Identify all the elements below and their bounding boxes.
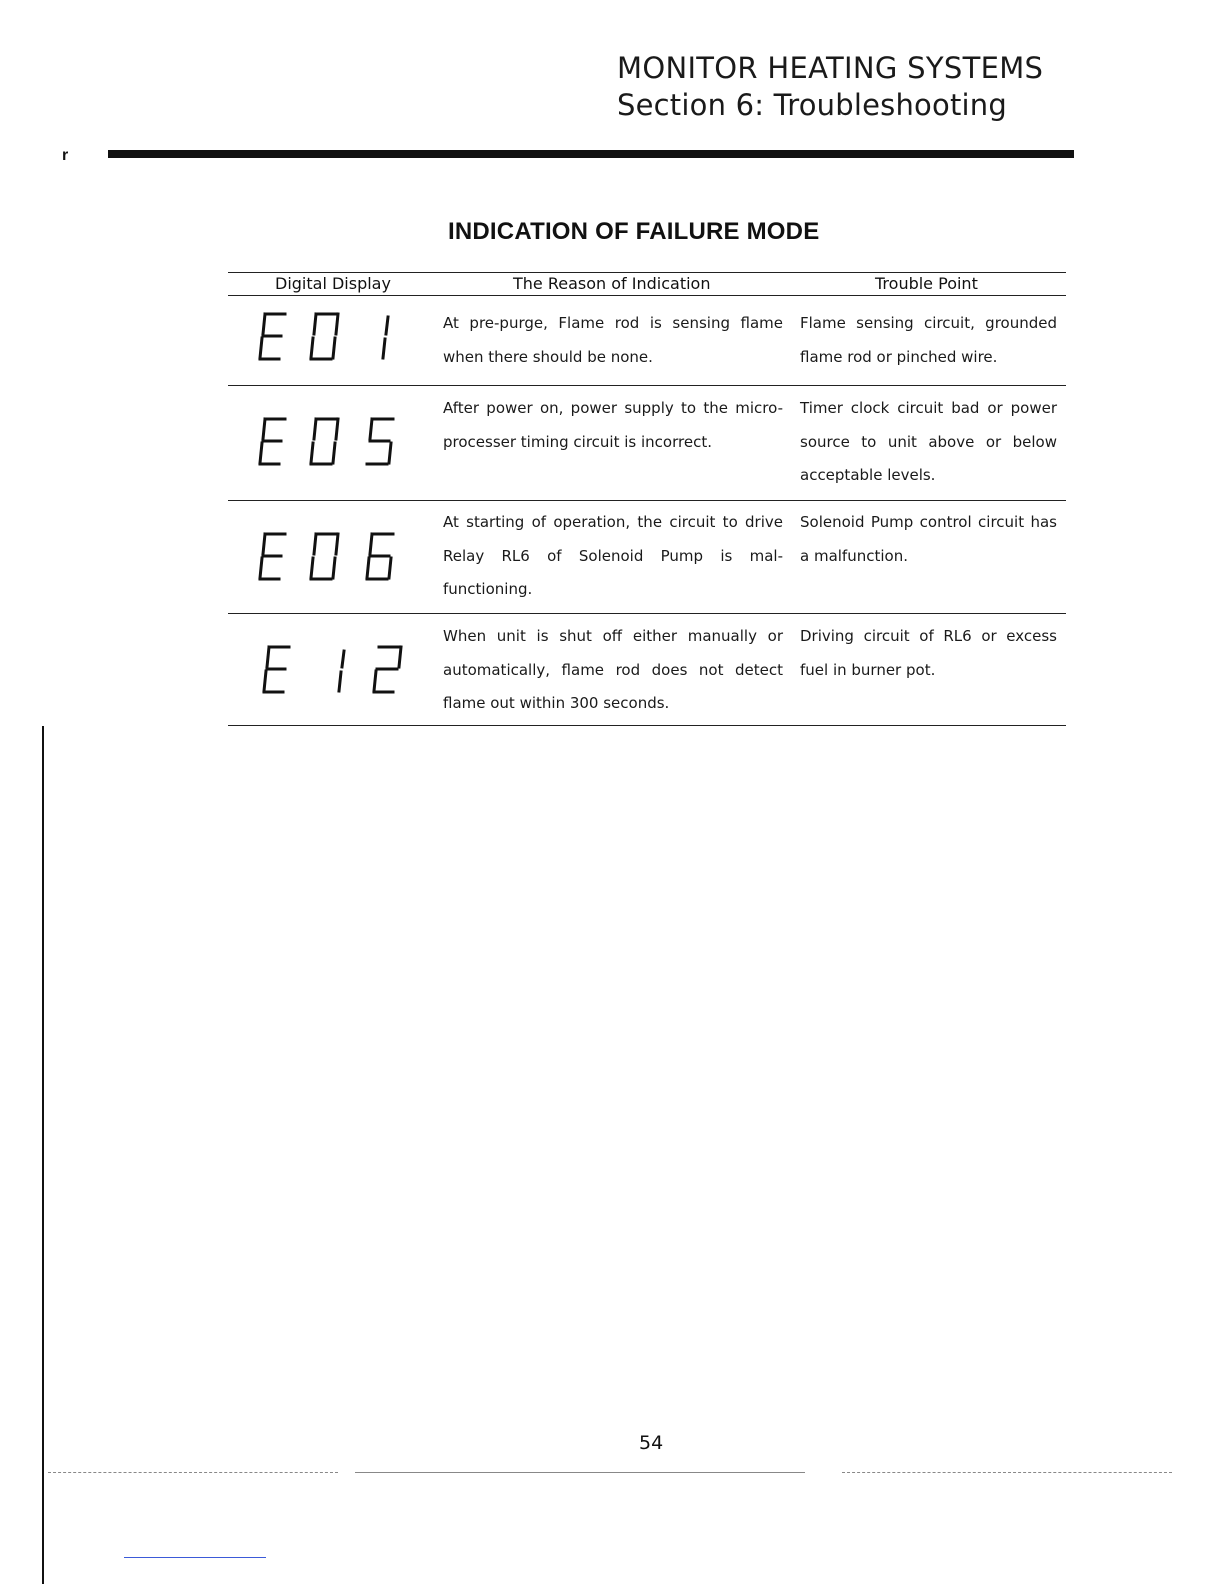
column-header-reason: The Reason of Indication bbox=[513, 274, 711, 293]
display-code-e12 bbox=[255, 645, 405, 700]
page-number: 54 bbox=[639, 1432, 664, 1454]
reason-e05: After power on, power supply to the micro-processer timing circuit is incorrect. bbox=[443, 399, 783, 451]
trouble-e01: Flame sensing circuit, grounded flame rod or pinched wire. bbox=[800, 314, 1057, 366]
table-title: INDICATION OF FAILURE MODE bbox=[448, 218, 820, 245]
display-code-e05 bbox=[255, 417, 405, 472]
row-divider bbox=[228, 385, 1066, 386]
row-divider bbox=[228, 500, 1066, 501]
section-title: Section 6: Troubleshooting bbox=[617, 88, 1007, 122]
column-header-trouble-point: Trouble Point bbox=[875, 274, 978, 293]
page-header bbox=[617, 50, 1043, 124]
reason-e12: When unit is shut off either manually or automatically, flame rod does not detect flame out within 300 seconds. bbox=[443, 627, 783, 712]
trouble-e06: Solenoid Pump control circuit has a malfunction. bbox=[800, 513, 1057, 565]
reason-e06: At starting of operation, the circuit to drive Relay RL6 of Solenoid Pump is mal-functioning. bbox=[443, 513, 783, 598]
document-title: MONITOR HEATING SYSTEMS bbox=[617, 51, 1044, 85]
row-divider bbox=[228, 613, 1066, 614]
table-top-rule bbox=[228, 272, 1066, 273]
table-bottom-rule bbox=[228, 725, 1066, 726]
margin-line bbox=[42, 726, 44, 1584]
table-header-rule bbox=[228, 295, 1066, 296]
blue-underline bbox=[124, 1557, 266, 1558]
display-code-e01 bbox=[255, 312, 405, 367]
reason-e01: At pre-purge, Flame rod is sensing flame when there should be none. bbox=[443, 314, 783, 366]
corner-mark: r bbox=[62, 147, 69, 164]
header-rule bbox=[108, 150, 1074, 158]
trouble-e05: Timer clock circuit bad or power source to unit above or below acceptable levels. bbox=[800, 399, 1057, 484]
display-code-e06 bbox=[255, 532, 405, 587]
scan-artifact-line bbox=[842, 1472, 1172, 1473]
scan-artifact-line bbox=[48, 1472, 338, 1473]
scan-artifact-line bbox=[355, 1472, 805, 1473]
column-header-digital-display: Digital Display bbox=[275, 274, 391, 293]
trouble-e12: Driving circuit of RL6 or excess fuel in burner pot. bbox=[800, 627, 1057, 679]
